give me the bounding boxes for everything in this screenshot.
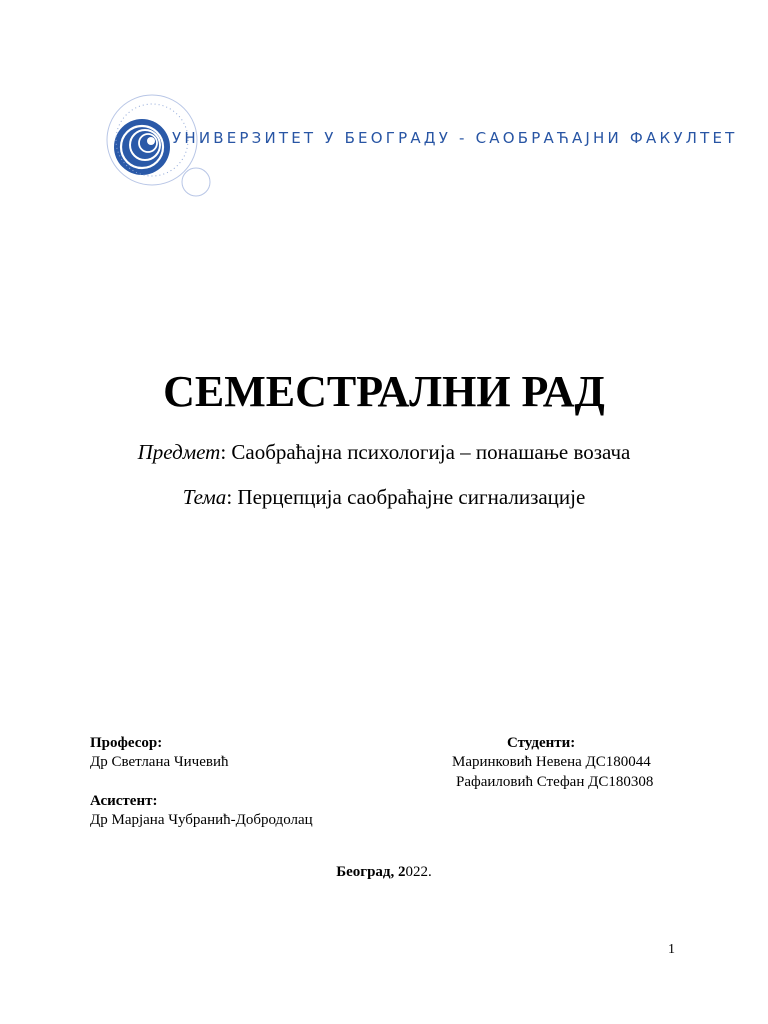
- assistant-name: Др Марјана Чубранић-Добродолац: [90, 812, 313, 828]
- student-name-1: Маринковић Невена ДС180044: [452, 754, 651, 770]
- subject-line: [0, 438, 768, 466]
- city-name: Београд, 2: [336, 864, 406, 880]
- students-label: Студенти:: [507, 735, 576, 751]
- university-logo-icon: [100, 90, 240, 215]
- university-name: УНИВЕРЗИТЕТ У БЕОГРАДУ - САОБРАЋАЈНИ ФАКУЛТЕТ: [172, 129, 738, 147]
- topic-line: [0, 483, 768, 511]
- year-rest: 022.: [405, 864, 432, 880]
- professor-name: Др Светлана Чичевић: [90, 754, 229, 770]
- city-year: [0, 862, 768, 882]
- subject-value: : Саобраћајна психологија – понашање возача: [220, 440, 631, 464]
- page-number: 1: [668, 942, 675, 957]
- document-title: СЕМЕСТРАЛНИ РАД: [163, 367, 605, 416]
- professor-label: Професор:: [90, 735, 163, 751]
- topic-label: Тема: [182, 485, 227, 509]
- assistant-label: Асистент:: [90, 793, 158, 809]
- topic-value: : Перцепција саобраћајне сигнализације: [226, 485, 586, 509]
- subject-label: Предмет: [137, 440, 221, 464]
- student-name-2: Рафаиловић Стефан ДС180308: [456, 774, 654, 790]
